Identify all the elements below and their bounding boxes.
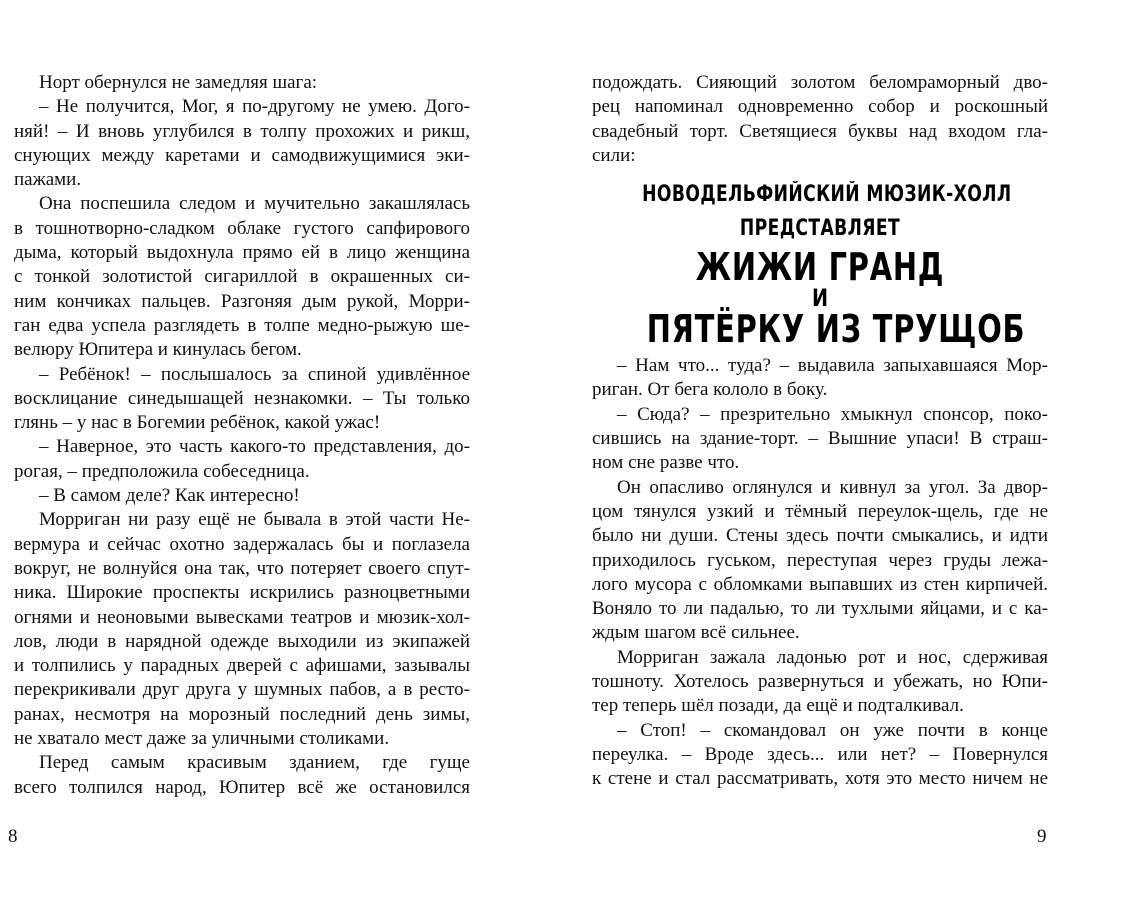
text-line: рогая, – предположила собеседница. (14, 460, 310, 482)
text-line: – Ребёнок! – послышалось за спиной удивлённое (39, 363, 470, 385)
text-line: – Сюда? – презрительно хмыкнул спонсор, поко- (617, 403, 1048, 425)
text-line: с тонкой золотистой сигариллой в окрашенных си- (14, 266, 470, 288)
text-line: лов, люди в нарядной одежде выходили из экипажей (14, 630, 470, 652)
text-line: тер теперь шёл позади, да ещё и подталкивал. (592, 695, 964, 717)
text-line: переулка. – Вроде здесь... или нет? – Повернулся (592, 743, 1048, 765)
text-line: не хватало мест даже за уличными столиками. (14, 728, 390, 750)
text-line: свадебный торт. Светящиеся буквы над входом гла- (592, 120, 1048, 142)
text-line: лого мусора с обломками выпавших из стен кирпичей. (592, 573, 1048, 595)
text-line: подождать. Сияющий золотом беломраморный дво- (592, 72, 1048, 93)
text-line: ним кончиках пальцев. Разгоняя дым рукой, Морри- (14, 290, 470, 312)
poster-line-5: ПЯТЁРКУ ИЗ ТРУЩОБ (646, 307, 1026, 352)
text-line: няй! – И вновь углубился в толпу прохожих и рикш, (14, 120, 470, 142)
text-line: Норт обернулся не замедляя шага: (39, 72, 318, 93)
text-line: сили: (592, 144, 636, 166)
poster-line-1: НОВОДЕЛЬФИЙСКИЙ МЮЗИК-ХОЛЛ (642, 182, 1012, 208)
text-line: вокруг, не волнуйся она так, что потеряет своего спут- (14, 557, 470, 579)
text-line: рец напоминал одновременно собор и роскошный (592, 96, 1048, 118)
text-line: велюру Юпитера и кинулась бегом. (14, 339, 302, 361)
poster-line-4: И (811, 284, 829, 313)
text-line: Она поспешила следом и мучительно закашлялась (39, 193, 470, 215)
text-line: Перед самым красивым зданием, где гуще (39, 752, 470, 774)
right-page-text-before (592, 71, 1048, 168)
text-line: снующих между каретами и самодвижущимися эки- (14, 144, 470, 166)
right-page (592, 71, 1048, 792)
text-line: огнями и неоновыми вывесками театров и мюзик-хол- (14, 606, 470, 628)
page-number-left: 8 (8, 826, 18, 847)
text-line: всего толпился народ, Юпитер всё же остановился (14, 776, 470, 798)
text-line: восклицание синедышащей незнакомки. – Ты только (14, 387, 470, 409)
text-line: – Наверное, это часть какого-то представления, до- (39, 436, 470, 458)
text-line: Воняло то ли падалью, то ли тухлыми яйцами, и с ка- (592, 598, 1048, 620)
text-line: к стене и стал рассматривать, хотя это место ничем не (592, 768, 1048, 790)
text-line: Морриган зажала ладонью рот и нос, сдерживая (617, 646, 1048, 668)
text-line: – Нам что... туда? – выдавила запыхавшаяся Мор- (617, 355, 1048, 377)
text-line: Он опасливо оглянулся и кивнул за угол. За двор- (617, 476, 1048, 498)
text-line: вермура и сейчас охотно задержалась бы и поглазела (14, 533, 470, 555)
text-line: риган. От бега кололо в боку. (592, 379, 828, 401)
text-line: ранах, несмотря на морозный последний день зимы, (14, 703, 470, 725)
text-line: Морриган ни разу ещё не бывала в этой части Не- (39, 509, 470, 531)
text-line: тошноту. Хотелось развернуться и убежать, но Юпи- (592, 671, 1048, 693)
text-line: глянь – у нас в Богемии ребёнок, какой ужас! (14, 412, 381, 434)
text-line: ном сне разве что. (592, 452, 740, 474)
text-line: дыма, который выдохнула прямо ей в лицо женщина (14, 242, 470, 264)
right-page-text-after (592, 354, 1048, 791)
text-line: ждым шагом всё сильнее. (592, 622, 800, 644)
poster-sign (592, 178, 1048, 350)
text-line: ган едва успела разглядеть в толпе медно-рыжую ше- (14, 314, 470, 336)
text-line: цом тянулся узкий и тёмный переулок-щель, где не (592, 500, 1048, 522)
text-line: – Стоп! – скомандовал он уже почти в конце (617, 719, 1048, 741)
text-line: перекрикивали друг друга у шумных пабов, а в ресто- (14, 679, 470, 701)
page-number-right: 9 (1037, 826, 1047, 847)
left-page (14, 71, 470, 800)
text-line: приходилось гуськом, переступая через груды лежа- (592, 549, 1048, 571)
text-line: – Не получится, Мог, я по-другому не умею. Дого- (39, 96, 470, 118)
text-line: было ни души. Стены здесь почти смыкались, и идти (592, 525, 1048, 547)
poster-line-3: ЖИЖИ ГРАНД (695, 245, 945, 290)
text-line: пажами. (14, 169, 82, 191)
text-line: ника. Широкие проспекты искрились разноцветными (14, 582, 470, 604)
text-line: в тошнотворно-сладком облаке густого сапфирового (14, 217, 470, 239)
text-line: и толпились у парадных дверей с афишами, зазывалы (14, 655, 470, 677)
text-line: – В самом деле? Как интересно! (39, 485, 300, 507)
poster-line-2: ПРЕДСТАВЛЯЕТ (739, 216, 901, 242)
text-line: сившись на здание-торт. – Вышние упаси! В страш- (592, 428, 1048, 450)
